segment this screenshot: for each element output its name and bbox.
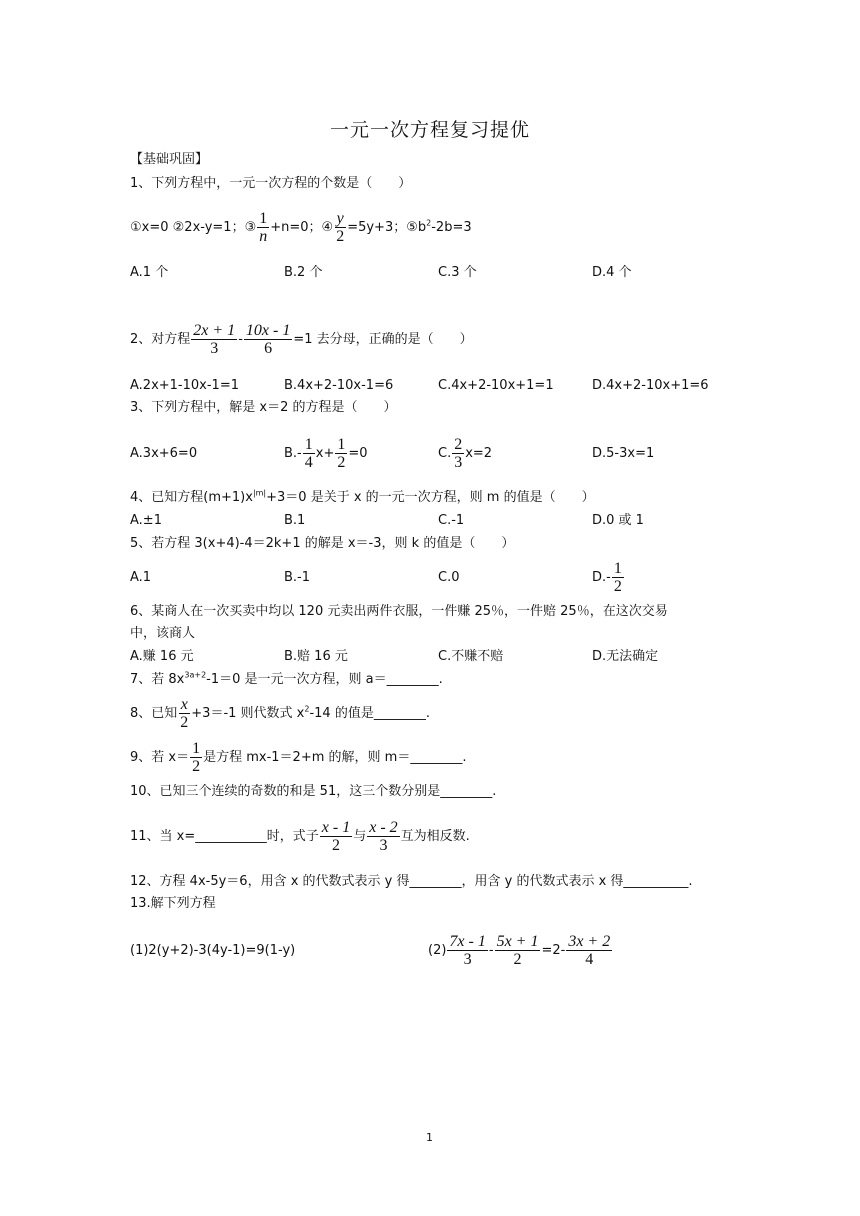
q2-stem: 2、对方程 $\frac{2x + 1}{3}$ - $\frac{10x - 1}{6}$ =1 去分母，正确的是（ ） — [130, 322, 473, 357]
page-number: 1 — [426, 1131, 433, 1144]
section-heading: 【基础巩固】 — [130, 152, 209, 167]
q2-option-c: C.4x+2-10x+1=1 — [438, 378, 554, 393]
q6-stem-line1: 6、某商人在一次买卖中均以 120 元卖出两件衣服，一件赚 25％，一件赔 25％，在这次交易 — [130, 604, 668, 619]
q13-part2: (2) $\frac{7x - 1}{3}$ - $\frac{5x + 1}{2}$ =2- $\frac{3x + 2}{4}$ — [428, 933, 611, 968]
q4-option-a: A.±1 — [130, 513, 162, 528]
page-title: 一元一次方程复习提优 — [330, 119, 531, 141]
q9: 9、若 x＝ $\frac{1}{2}$ 是方程 mx-1＝2+m 的解，则 m＝________. — [130, 740, 467, 775]
q7: 7、若 $8x^{3a+2}-1=0$ 是一元一次方程，则 a＝________. — [130, 670, 443, 687]
q2-option-b: B.4x+2-10x-1=6 — [284, 378, 394, 393]
q1-stem: 1、下列方程中，一元一次方程的个数是（ ） — [130, 176, 412, 191]
q4-option-d: D.0 或 1 — [592, 513, 644, 528]
q1-option-b: B.2 个 — [284, 265, 323, 280]
q6-option-c: C.不赚不赔 — [438, 649, 504, 664]
q4-option-c: C.-1 — [438, 513, 465, 528]
q6-stem-line2: 中，该商人 — [130, 626, 196, 641]
q10: 10、已知三个连续的奇数的和是 51，这三个数分别是________. — [130, 784, 497, 799]
q3-option-d: D.5-3x=1 — [592, 446, 655, 461]
q5-stem: 5、若方程 3(x+4)-4＝2k+1 的解是 x＝-3，则 k 的值是（ ） — [130, 536, 515, 551]
q3-stem: 3、下列方程中，解是 x＝2 的方程是（ ） — [130, 400, 397, 415]
q5-option-d: D.- $\frac{1}{2}$ — [592, 560, 622, 595]
q1-option-d: D.4 个 — [592, 265, 632, 280]
q1-option-c: C.3 个 — [438, 265, 477, 280]
q5-option-b: B.-1 — [284, 570, 311, 585]
q2-option-d: D.4x+2-10x+1=6 — [592, 378, 709, 393]
q13-part1: (1)2(y+2)-3(4y-1)=9(1-y) — [130, 943, 296, 958]
q5-option-c: C.0 — [438, 570, 460, 585]
q3-option-b: B.- $\frac{1}{4}$ x+ $\frac{1}{2}$ =0 — [284, 436, 368, 471]
q6-option-a: A.赚 16 元 — [130, 649, 194, 664]
q11: 11、当 x=___________时，式子 $\frac{x - 1}{2}$ 与 $\frac{x - 2}{3}$ 互为相反数. — [130, 819, 470, 854]
q13-stem: 13.解下列方程 — [130, 896, 216, 911]
q3-option-a: A.3x+6=0 — [130, 446, 198, 461]
q2-option-a: A.2x+1-10x-1=1 — [130, 378, 239, 393]
q6-option-d: D.无法确定 — [592, 649, 659, 664]
q3-option-c: C. $\frac{2}{3}$ x=2 — [438, 436, 493, 471]
q4-option-b: B.1 — [284, 513, 306, 528]
q8: 8、已知 $\frac{x}{2}$ +3＝-1 则代数式 $x^2-14$ 的值是________. — [130, 696, 430, 731]
q6-option-b: B.赔 16 元 — [284, 649, 348, 664]
q12: 12、方程 4x-5y＝6，用含 x 的代数式表示 y 得________，用含 y 的代数式表示 x 得__________. — [130, 874, 693, 889]
q1-expressions: ①x=0 ②2x-y=1；③ $\frac{1}{n}$ +n=0；④ $\frac{y}{2}$ =5y+3；$⑤b^2-2b=3$ — [130, 210, 472, 245]
q5-option-a: A.1 — [130, 570, 152, 585]
q1-option-a: A.1 个 — [130, 265, 169, 280]
q4-stem: 4、已知方程$(m+1)x^{|m|}+3=0$ 是关于 x 的一元一次方程，则 m 的值是（ ） — [130, 488, 595, 505]
